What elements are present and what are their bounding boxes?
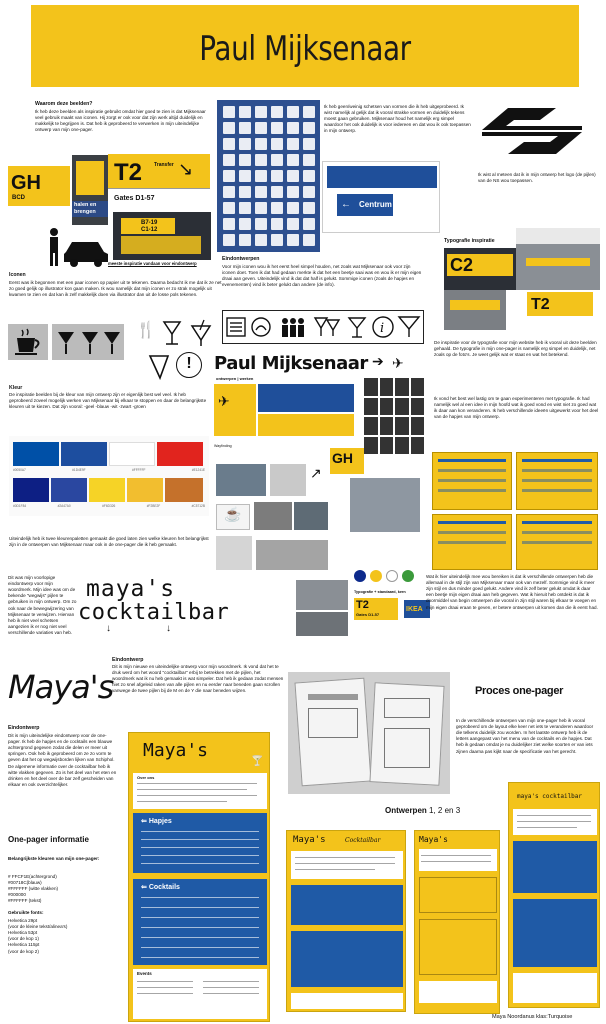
sketch-icon-cell (223, 202, 235, 214)
events-label: Events (137, 971, 152, 976)
centrum-sign-photo (322, 161, 440, 233)
font-item-4: (voor de kop 1) (8, 936, 39, 942)
poster-typo-label: Typografie + standaard, kern (354, 590, 406, 594)
onepager-cocktails-block (133, 879, 267, 965)
sketch-icon-cell (239, 106, 251, 118)
cocktails-label: Cocktails (148, 884, 180, 891)
design-3-logo: maya's cocktailbar (517, 793, 583, 800)
font-item-5: Helvetica 115pt (8, 942, 40, 948)
poster-photo-2 (270, 464, 306, 496)
proces-text: In de verschillende ontwerpen van mijn one-pager heb ik vooral geprobeerd om de layout elke keer net iets te veranderen waardoor die telkens duidelijk zou worden. In het laatste ontwerp heb ik de letters aangepast van het menu van de cocktails en de hapjes. Dat heb ik gedaan omdat je nu duidelijker ziet welke soorten er van iets zijnen daarna pas kijkt naar de specificatie van het gerecht. (456, 718, 594, 754)
photo-airport-hall (516, 228, 600, 290)
sketch-icon-cell (303, 106, 315, 118)
kleur-text: De inspiratie beelden bij de kleur van mijn ontwerp zijn er eigenlijk best wel veel. Ik heb geprobeerd zoveel mogelijk werken van Mijksenaar bij elkaar te stoppen en daar de belangrijkste kleuren uit te kiezen. Dat zijn vooral: -geel -blauw -wit -zwart -groen (9, 392, 207, 410)
cocktails-title (141, 883, 180, 892)
eindontwerpen-heading: Eindontwerpen (222, 256, 260, 262)
typo-sheet-4 (516, 514, 598, 570)
poster-gh-text: GH (332, 450, 353, 466)
font-item-2: (voor de kleine tekst/alinea's) (8, 924, 68, 930)
ns-logo-icon (468, 100, 596, 162)
centrum-text: Centrum (359, 200, 392, 209)
poster-coffee-tile: ☕ (216, 504, 250, 530)
code-2-1: #0D1F84 (13, 504, 27, 508)
code-2-4: #F2BE2F (146, 504, 161, 508)
hapjes-arrow-icon: ⇐ (141, 818, 149, 825)
sketch-icon-cell (287, 202, 299, 214)
logo-arrow-down-icon: ↓ (106, 623, 111, 634)
logo-line2: cocktailbar (78, 600, 230, 625)
final-onepager (128, 732, 270, 1022)
swatch-2-3 (89, 478, 125, 502)
sketch-photo (288, 672, 450, 794)
sketch-icon-cell (271, 218, 283, 230)
swatch-2-2 (51, 478, 87, 502)
sketch-icon-cell (239, 154, 251, 166)
sketch-icon-cell (255, 122, 267, 134)
hapjes-title (141, 817, 172, 826)
swatch-1-4 (157, 442, 203, 466)
t2-small-text: T2 (531, 296, 550, 313)
arrow-right-icon: ➔ (372, 353, 384, 369)
hapjes-label: Hapjes (148, 818, 172, 825)
typo-sheet-3 (432, 514, 512, 570)
swatch-2-4 (127, 478, 163, 502)
sketch-icon-cell (239, 234, 251, 246)
sketch-icon-cell (287, 122, 299, 134)
onepager-colors-heading: Belangrijkste kleuren van mijn one-pager: (8, 856, 100, 861)
onepager-over-ons (133, 773, 267, 809)
swatch-1-2 (61, 442, 107, 466)
code-2-3: #F6D326 (102, 504, 116, 508)
onepager-cocktail-icon: 🍸 (251, 756, 264, 767)
photo-t2-sign (108, 154, 210, 210)
cocktails-arrow-icon: ⇐ (141, 884, 149, 891)
swatch-1-3 (109, 442, 155, 466)
font-item-3: Helvetica 53pt (8, 930, 38, 936)
onepager-hapjes-block (133, 813, 267, 873)
code-1-2: #1D4E9F (72, 468, 86, 472)
sketch-icon-cell (255, 186, 267, 198)
sketch-icon-cell (303, 170, 315, 182)
onepager-fonts-heading: Gebruikte fonts: (8, 910, 44, 915)
kleur-heading: Kleur (9, 385, 23, 391)
sketch-icon-cell (303, 122, 315, 134)
waarom-heading: Waarom deze beelden? (35, 101, 93, 107)
typografie-text: De inspiratie voor de typografie voor mijn website heb ik vooral uit deze beelden gehaald. De typografie in mijn one-pager is namelijk erg simpel en duidelijk, net zoals op de foto's. Je weet gelijk wat er staat en wat het betekend. (434, 340, 597, 358)
coffee-icon (8, 324, 48, 360)
sketch-icon-cell (287, 186, 299, 198)
c2-sign-text: C2 (450, 255, 474, 275)
taxi-pictogram (42, 226, 112, 268)
sketch-icon-cell (271, 202, 283, 214)
bcd-sign-text: BCD (12, 195, 25, 201)
sketch-icon-cell (287, 170, 299, 182)
photo-t2-small (527, 292, 593, 332)
sketch-icon-cell (303, 186, 315, 198)
photo-gh-sign (8, 166, 70, 206)
over-ons-label: Over ons (137, 775, 155, 780)
kleur-conclusion: Uiteindelijk heb ik twee kleurenpaletten gemaakt die goed laten zien welke kleuren het belangrijkst zijn in de ontwerpen van Mijksenaar maar ook in de one-pager die ik heb gemaakt. (9, 536, 209, 548)
ontwerpen-numbers: 1, 2 en 3 (429, 806, 461, 815)
iconen-heading: Iconen (9, 272, 26, 278)
poster-photo-1 (216, 464, 266, 496)
design-2-logo: Maya's (419, 835, 448, 844)
footer-credit: Maya Noordanus klas:Turquoise (492, 1014, 573, 1020)
logo-line1: maya's (86, 576, 176, 602)
svg-text:i: i (380, 321, 385, 336)
sketch-icon-cell (271, 170, 283, 182)
sketch-icon-cell (255, 138, 267, 150)
code-1-1: #0050A7 (13, 468, 26, 472)
sketch-icon-cell (255, 106, 267, 118)
sketch-icon-cell (287, 234, 299, 246)
ns-text: Ik wist al meteen dat ik in mijn ontwerp het logo (de pijlen) van de NS wou toepassen. (478, 172, 596, 184)
sketch-icon-cell (303, 154, 315, 166)
sketch-icon-cell (223, 170, 235, 182)
gh-sign-text: GH (11, 172, 41, 194)
sketch-icon-cell (271, 234, 283, 246)
poster-arrow-icon: ↗ (310, 465, 322, 481)
poster-photo-4 (294, 502, 328, 530)
icon-sheet-photo (217, 100, 320, 252)
sketch-icon-cell (271, 138, 283, 150)
sketch-icon-cell (239, 186, 251, 198)
poster-second-tile (258, 414, 354, 436)
sketch-icon-cell (287, 138, 299, 150)
t2-sign-text: T2 (114, 159, 143, 186)
schetsen-text: Ik heb geen/weinig schetsen van vormen die ik heb uitgeprobeerd. Ik wist namelijk al gelijk dat ik vooral strakke vormen en duidelijk tekens moest gaan gebruiken. Mijksenaar houd het namelijk erg simpel waardoor het ook duidelijk is voor iedereen en dat wou ik ook toepassen in mijn ontwerp. (324, 104, 471, 134)
transfer-text: Transfer (154, 162, 174, 168)
sketch-icon-cell (303, 218, 315, 230)
title-banner (31, 5, 579, 87)
sketch-icon-cell (223, 154, 235, 166)
palette-row1-codes (13, 468, 205, 472)
ontwerpen-label: Ontwerpen (385, 806, 427, 815)
cutlery-icon: 🍴 (136, 322, 156, 339)
sketch-icon-cell (255, 154, 267, 166)
code-2-5: #C5712B (191, 504, 205, 508)
sketch-icon-cell (255, 218, 267, 230)
font-item-6: (voor de kop 2) (8, 948, 39, 954)
design-3 (508, 782, 600, 1008)
sketch-icon-cell (239, 218, 251, 230)
code-1-3: #FFFFFF (132, 468, 146, 472)
poster-t2-tile (354, 598, 398, 620)
photo-halen-brengen (72, 155, 108, 225)
waarom-text: Ik heb deze beelden als inspiratie gebruikt omdat hier goed te zien is dat Mijksenaar veel gebruik maakt van iconen. Hij zorgt er ook voor dat zijn werk altijd duidelijk en makkelijk te begrijpen is. Dat heb ik geprobeerd te verwerken in mijn uiteindelijke ontwerp van mijn one-pager. (35, 109, 206, 133)
eindontwerp-left-heading: Eindontwerp (8, 725, 40, 731)
onepager-info-heading: One-pager informatie (8, 835, 89, 844)
c-gates-text: C1-12 (141, 227, 158, 233)
poster-caption: Wayfinding (214, 444, 232, 448)
gates-text: Gates D1-57 (114, 195, 155, 202)
sketch-icon-cell (303, 138, 315, 150)
halen-text: halen en (74, 202, 97, 208)
sketch-icon-cell (255, 234, 267, 246)
sketch-icon-cell (287, 106, 299, 118)
tall-glass-icon (146, 352, 172, 380)
poster-gates-text: Gates D1-57 (356, 612, 380, 617)
color-item-1: # FFCF1E(achtergrond) (8, 874, 57, 879)
swatch-2-5 (165, 478, 203, 502)
sketch-icon-cell (255, 170, 267, 182)
color-item-2: #00718C(blauw) (8, 880, 42, 886)
sketch-icon-cell (287, 154, 299, 166)
website-poster (214, 352, 428, 572)
wine-glass-icon (158, 318, 186, 348)
brengen-text: brengen (74, 209, 96, 215)
poster-photo-7 (256, 540, 328, 570)
typografie-extra-text: Ik vond het best wel lastig om te gaan experimenteren met typografie. Ik had namelijk wel al een idee in mijn hoofd wat ik goed vond en wist niet zo goed wat ik daar aan kon veranderen. Ik heb verschillende ideeën uitgewerkt voor het deel van de hapjes van mijn ontwerp. (434, 396, 599, 420)
iconen-text: Eerst was ik begonnen met een paar iconen op papier uit te tekenen. Daarna bedacht ik me dat ik ze net zo goed gelijk op illustrator kon gaan maken. Ik wou namelijk dat mijn iconen er zo strak mogelijk uit kwamen te zien en dat kan ik zelf makkelijk doen via illustrator dan uit de losse pols tekenen. (9, 280, 222, 298)
final-icons-strip (222, 310, 424, 344)
design-1-logo: Maya's (293, 835, 326, 845)
sketch-icon-cell (239, 138, 251, 150)
swatch-1-1 (13, 442, 59, 466)
poster-photo-8 (296, 580, 348, 610)
poster-photo-6 (216, 536, 252, 570)
sketch-icon-cell (223, 186, 235, 198)
sketch-icon-cell (271, 106, 283, 118)
woordmerk-mark: Maya's (8, 668, 114, 706)
palette-row2-codes (13, 504, 205, 508)
sketch-icon-cell (255, 202, 267, 214)
cocktail-glasses-icon (52, 324, 124, 360)
maya-cocktailbar-logo (78, 574, 230, 638)
arrow-down-right-icon: ↘ (178, 159, 194, 179)
poster-photo-3 (254, 502, 292, 530)
photo-c2-sign (444, 248, 516, 290)
poster-color-dots (354, 570, 414, 584)
woordmerk-text: Dit is mijn nieuwe en uiteindelijke ontwerp voor mijn woordmerk. Ik vond dat het te druk werd om het woord "cocktailbar" erbij te betrekken met de pijlen, het woordmerk wat ik nu heb gemaakt is wat simpeler. Dat heb ik gedaan zodat mensen niet zo snel afgeleid raken van alle pijlen en nu eerder naar beneden gaan scrollen vanwege de twee pijlen bij de M en de Y die naar beneden wijzen. (112, 664, 284, 694)
sketch-icon-cell (223, 234, 235, 246)
poster-icon-grid (364, 378, 424, 454)
code-1-4: #E1241E (191, 468, 205, 472)
color-item-4: #000000 (8, 892, 26, 898)
poster-photo-9 (296, 612, 348, 636)
ikea-text: IKEA (406, 606, 423, 613)
sketch-icon-cell (223, 122, 235, 134)
sketch-icon-cell (223, 218, 235, 230)
poster-plane-icon: ✈ (218, 393, 230, 409)
ikea-text-block: Wat ik hier uiteindelijk mee wou bereiken is dat ik verschillende ontwerpen heb die allemaal in de stijl zijn van Mijksenaar maar ook van mezelf. Sommige vind ik meer zijn stijl en dus minder goed gelukt. Andere vind ik zelf beter gelukt omdat ik daar een beetje mijn eigen draai aan heb gegeven. Wat ik hieruit heb ontdekt is dat ik doormiddel van begin ontwerpen die vooral in zijn stijl waren bij elkaar te voegen en mijn eigen draai eraan te geven, er betere ontwerpen uit komen dan die ik eerst had. (426, 574, 598, 610)
photo-gate-sign (113, 212, 211, 260)
typo-sheet-2 (516, 452, 598, 510)
design-1-logo-sub: Cocktailbar (345, 837, 381, 844)
font-item-1: Helvetica 29pt (8, 918, 38, 923)
b-gates-text: B7-19 (141, 220, 158, 226)
logo-text: Dit was mijn voorlopige eindontwerp voor mijn woordmerk. Mijn idee was om de bekende "wegwijs" pijlen te gebruiken in mijn ontwerp. Om zo ook naar de bewegwijzering van Mijksenaar te verwijzen. Hiervan heb ik niet veel schetsen aangezien ik er nog niet veel verschillende variaties van heb. (8, 575, 77, 635)
sketch-icon-cell (271, 186, 283, 198)
design-1 (286, 830, 406, 1012)
onepager-logo: Maya's (143, 740, 209, 761)
swatch-2-1 (13, 478, 49, 502)
onepager-colors-list (8, 874, 118, 905)
poster-title: Paul Mijksenaar (214, 353, 368, 374)
color-item-5: #FFFFFF (tekst) (8, 898, 42, 904)
poster-photo-5 (350, 478, 420, 532)
poster-t2-text: T2 (356, 599, 369, 611)
poster-gh-tile (330, 448, 364, 474)
sketch-icon-cell (287, 218, 299, 230)
eindontwerp-left-text: Dit is mijn uiteindelijke eindontwerp voor de one-pager. Ik heb de hapjes en de cocktails een blauwe achtergrond gegeven zodat die delen er meer uit springen. Ook heb ik geprobeerd om ze zo vorm te geven dat het op wegwijsborden lijken van Schiphol. De algemene informatie over de cocktailbar heb ik witte vlakken gegeven. Zo is het deel van het eten en drinken en het deel over de bar zelf gescheiden van elkaar en ook overzichtelijker. (8, 733, 117, 787)
glass-straw-icon (188, 318, 214, 348)
sketch-icon-cell (239, 122, 251, 134)
proces-heading: Proces one-pager (475, 685, 564, 697)
sketch-icon-cell (239, 202, 251, 214)
logo-arrow-down-icon-2: ↓ (166, 623, 171, 634)
sketch-icon-cell (223, 106, 235, 118)
design-2 (414, 830, 500, 1014)
eindontwerpen-text: Voor mijn iconen wou ik het eerst heel simpel houden, net zoals wat Mijksenaar ook voor zijn iconen doet. Toen ik dat had gedaan merkte ik dat het een beetje saai was en wou ik er mijn eigen draai aan geven. Uiteindelijk vind ik dat dat half is gelukt. Sommige iconen (zoals de hapjes en evenementen) vind ik beter gelukt dan andere (de info). (222, 264, 422, 288)
color-palette (9, 436, 209, 516)
color-item-3: #FFFFFF (witte vlakken) (8, 886, 59, 892)
onepager-events (133, 969, 267, 1019)
sketch-icon-cell (303, 202, 315, 214)
code-2-2: #2A47A0 (57, 504, 71, 508)
onepager-fonts-list (8, 918, 118, 955)
exclamation-icon: ! (176, 352, 202, 378)
poster-tab-ontwerpen: ontwerpen (216, 376, 237, 381)
sketch-icon-cell (271, 122, 283, 134)
airplane-icon: ✈ (392, 355, 404, 371)
ontwerpen-heading (385, 806, 460, 817)
sketch-icon-cell (223, 138, 235, 150)
woordmerk-heading: Eindontwerp (112, 657, 144, 663)
photo-gate-hall (444, 290, 506, 330)
inspiratie-caption: meeste inspiratie vandaan voor eindontwerp (108, 261, 197, 266)
sketch-icon-cell (271, 154, 283, 166)
page-title: Paul Mijksenaar (199, 29, 411, 69)
poster-tabs: ontwerpen | werken (216, 376, 254, 381)
sketch-icon-cell (303, 234, 315, 246)
sketch-icon-cell (239, 170, 251, 182)
poster-tab-werken: werken (239, 376, 254, 381)
typo-sheet-1 (432, 452, 512, 510)
typografie-heading: Typografie inspiratie (444, 238, 495, 244)
arrow-left-icon: ← (341, 199, 351, 210)
poster-blue-tile (258, 384, 354, 412)
